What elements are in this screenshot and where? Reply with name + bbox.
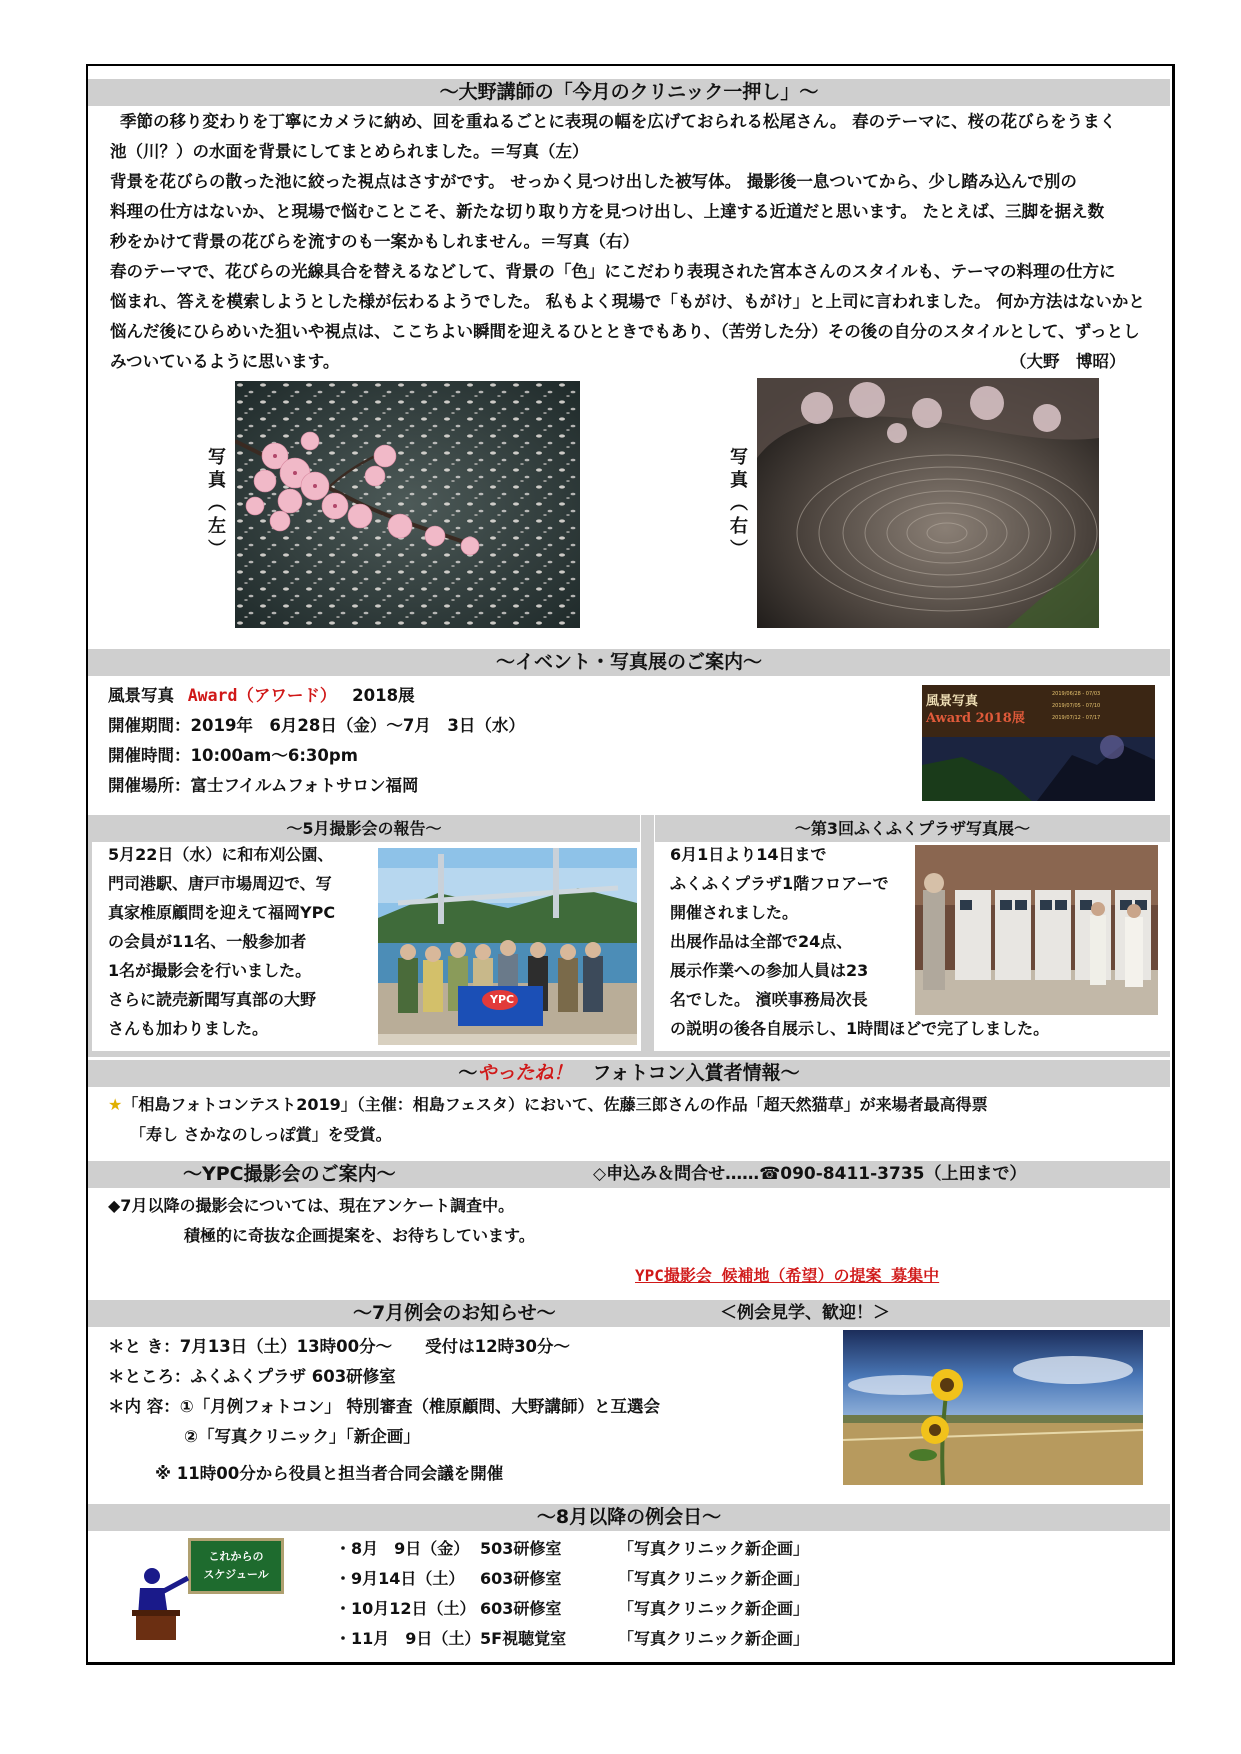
- schedule-row: [335, 1566, 809, 1589]
- photo-left-cherry-pond: [235, 381, 580, 628]
- event-poster: [922, 685, 1155, 801]
- caption-char: ︵: [730, 493, 748, 514]
- clinic-line: 池（川？）の水面を背景にしてまとめられました。＝写真（左）: [110, 142, 589, 161]
- schedule-topic: 「写真クリニック新企画」: [618, 1599, 810, 1618]
- ypc-line1: ◆7月以降の撮影会については、現在アンケート調査中。: [108, 1196, 515, 1215]
- plaza-exhibition-photo: [915, 845, 1158, 1015]
- poster-title: 風景写真: [926, 694, 979, 709]
- caption-char: 真: [208, 470, 226, 491]
- event-hours: 開催時間：10:00am～6:30pm: [108, 746, 358, 765]
- schedule-date: ・10月12日（土）: [335, 1599, 476, 1618]
- caption-char: 真: [730, 470, 748, 491]
- july-header-bar: [88, 1300, 1170, 1327]
- ypc-header: ～YPC撮影会のご案内～: [183, 1163, 396, 1185]
- event-title-suffix: 2018展: [352, 686, 415, 705]
- schedule-row: [335, 1596, 809, 1619]
- board-line1: これからの: [208, 1550, 264, 1563]
- event-venue: 開催場所：富士フイルムフォトサロン福岡: [108, 776, 419, 795]
- contest-header: [88, 1060, 1170, 1087]
- plaza-line: 出展作品は全部で24点、: [670, 932, 853, 951]
- july-content1: ＊内 容：①「月例フォトコン」 特別審査（椎原顧問、大野講師）と互選会: [108, 1397, 660, 1416]
- board-line2: スケジュール: [203, 1568, 269, 1581]
- schedule-date: ・11月 9日（土）: [335, 1629, 481, 1648]
- plaza-line: 開催されました。: [670, 903, 799, 922]
- contest-line1: [108, 1092, 988, 1115]
- july-where: ＊ところ：ふくふくプラザ 603研修室: [108, 1367, 396, 1386]
- may-plaza-box-left: [641, 815, 654, 1057]
- photo-right-swirl-water: [757, 378, 1099, 628]
- contest-header-pre: ～: [458, 1062, 478, 1084]
- ypc-recruit-link[interactable]: YPC撮影会 候補地（希望）の提案 募集中: [635, 1266, 940, 1285]
- schedule-date: ・9月14日（土）: [335, 1569, 465, 1588]
- ypc-contact: ◇申込み＆問合せ……☎090-8411-3735（上田まで）: [593, 1164, 1027, 1184]
- schedule-row: [335, 1536, 809, 1559]
- schedule-row: [335, 1626, 809, 1649]
- event-header: ～イベント・写真展のご案内～: [88, 649, 1170, 676]
- schedule-board: [188, 1538, 284, 1594]
- ypc-line2: 積極的に奇抜な企画提案を、お待ちしています。: [184, 1226, 535, 1245]
- may-line: 真家椎原顧問を迎えて福岡YPC: [108, 903, 336, 922]
- may-line: 門司港駅、唐戸市場周辺で、写: [108, 874, 332, 893]
- clinic-line: 秒をかけて背景の花びらを流すのも一案かもしれません。＝写真（右）: [110, 232, 639, 251]
- schedule-topic: 「写真クリニック新企画」: [618, 1629, 810, 1648]
- plaza-line: 展示作業への参加人員は23: [670, 961, 869, 980]
- contest-line2: 「寿し さかなのしっぽ賞」を受賞。: [130, 1125, 392, 1144]
- svg-text:2019/07/05 - 07/10: 2019/07/05 - 07/10: [1052, 703, 1101, 709]
- clinic-header: ～大野講師の「今月のクリニック一押し」～: [88, 79, 1170, 106]
- photo-left-caption: [205, 446, 229, 561]
- july-welcome: ＜例会見学、歓迎！＞: [720, 1303, 890, 1323]
- caption-char: ︵: [208, 493, 226, 514]
- plaza-line: の説明の後各自展示し、1時間ほどで完了しました。: [670, 1019, 1050, 1038]
- plaza-line: ふくふくプラザ1階フロアーで: [670, 874, 889, 893]
- plaza-line: 6月1日より14日まで: [670, 845, 827, 864]
- clinic-line: 背景を花びらの散った池に絞った視点はさすがです。 せっかく見つけ出した被写体。 撮影後一息ついてから、少し踏み込んで別の: [110, 172, 1077, 191]
- july-content2: ②「写真クリニック」「新企画」: [184, 1427, 420, 1446]
- caption-char: ︶: [208, 539, 226, 560]
- may-line: 1名が撮影会を行いました。: [108, 961, 312, 980]
- event-title-prefix: 風景写真: [108, 686, 174, 705]
- poster-subtitle: Award 2018展: [926, 711, 1025, 726]
- caption-char: 右: [730, 516, 748, 537]
- schedule-date: ・8月 9日（金）: [335, 1539, 470, 1558]
- july-header: ～7月例会のお知らせ～: [353, 1302, 556, 1324]
- caption-char: 写: [730, 447, 748, 468]
- august-header: ～8月以降の例会日～: [88, 1504, 1170, 1531]
- presenter-icon: [128, 1566, 198, 1640]
- schedule-room: 603研修室: [480, 1569, 562, 1588]
- event-title-award: Award（アワード）: [187, 686, 337, 705]
- svg-text:2019/07/12 - 07/17: 2019/07/12 - 07/17: [1052, 715, 1101, 721]
- contest-header-red: やったね！: [477, 1062, 573, 1084]
- may-group-photo: [378, 848, 637, 1045]
- may-report-header: ～5月撮影会の報告～: [88, 815, 640, 842]
- clinic-line: みついているように思います。: [110, 352, 340, 371]
- may-left-edge: [88, 842, 92, 1054]
- event-title: [108, 682, 415, 706]
- clinic-author: （大野 博昭）: [1010, 352, 1126, 371]
- clinic-line: 料理の仕方はないか、と現場で悩むことこそ、新たな切り取り方を見つけ出し、上達する近道だと思います。 たとえば、三脚を据え数: [110, 202, 1105, 221]
- svg-text:2019/06/28 - 07/03: 2019/06/28 - 07/03: [1052, 691, 1101, 697]
- clinic-line: 悩んだ後にひらめいた狙いや視点は、ここちよい瞬間を迎えるひとときでもあり、（苦労した分）その後の自分のスタイルとして、ずっとし: [110, 322, 1140, 341]
- sunflower-photo: [843, 1330, 1143, 1485]
- contest-line1-text: 「相島フォトコンテスト2019」（主催：相島フェスタ）において、佐藤三郎さんの作品「超天然猫草」が来場者最高得票: [122, 1095, 988, 1114]
- photo-right-caption: [727, 446, 751, 561]
- may-line: 5月22日（水）に和布刈公園、: [108, 845, 334, 864]
- star-icon: ★: [108, 1095, 123, 1114]
- clinic-line: 季節の移り変わりを丁寧にカメラに納め、回を重ねるごとに表現の幅を広げておられる松尾さん。 春のテーマに、桜の花びらをうまく: [120, 112, 1117, 131]
- event-period: 開催期間：2019年 6月28日（金）～7月 3日（水）: [108, 716, 525, 735]
- july-when: ＊と き：7月13日（土）13時00分～ 受付は12時30分～: [108, 1337, 571, 1356]
- schedule-room: 503研修室: [480, 1539, 562, 1558]
- schedule-room: 5F視聴覚室: [480, 1629, 567, 1648]
- clinic-line: 春のテーマで、花びらの光線具合を替えるなどして、背景の「色」にこだわり表現された宮本さんのスタイルも、テーマの料理の仕方に: [110, 262, 1116, 281]
- plaza-line: 名でした。 濱咲事務局次長: [670, 990, 868, 1009]
- may-line: の会員が11名、一般参加者: [108, 932, 307, 951]
- may-plaza-bottom: [88, 1051, 1170, 1057]
- contest-header-post: フォトコン入賞者情報～: [592, 1062, 800, 1084]
- plaza-header: ～第3回ふくふくプラザ写真展～: [655, 815, 1170, 842]
- schedule-topic: 「写真クリニック新企画」: [618, 1539, 810, 1558]
- july-note: ※ 11時00分から役員と担当者合同会議を開催: [155, 1464, 504, 1483]
- schedule-room: 603研修室: [480, 1599, 562, 1618]
- caption-char: 写: [208, 447, 226, 468]
- caption-char: ︶: [730, 539, 748, 560]
- caption-char: 左: [208, 516, 226, 537]
- clinic-line: 悩まれ、答えを模索しようとした様が伝わるようでした。 私もよく現場で「もがけ、もがけ」と上司に言われました。 何か方法はないかと: [110, 292, 1145, 311]
- ypc-header-bar: [88, 1161, 1170, 1188]
- schedule-topic: 「写真クリニック新企画」: [618, 1569, 810, 1588]
- may-line: さらに読売新聞写真部の大野: [108, 990, 317, 1009]
- may-line: さんも加わりました。: [108, 1019, 269, 1038]
- ypc-banner-text: YPC: [490, 993, 515, 1006]
